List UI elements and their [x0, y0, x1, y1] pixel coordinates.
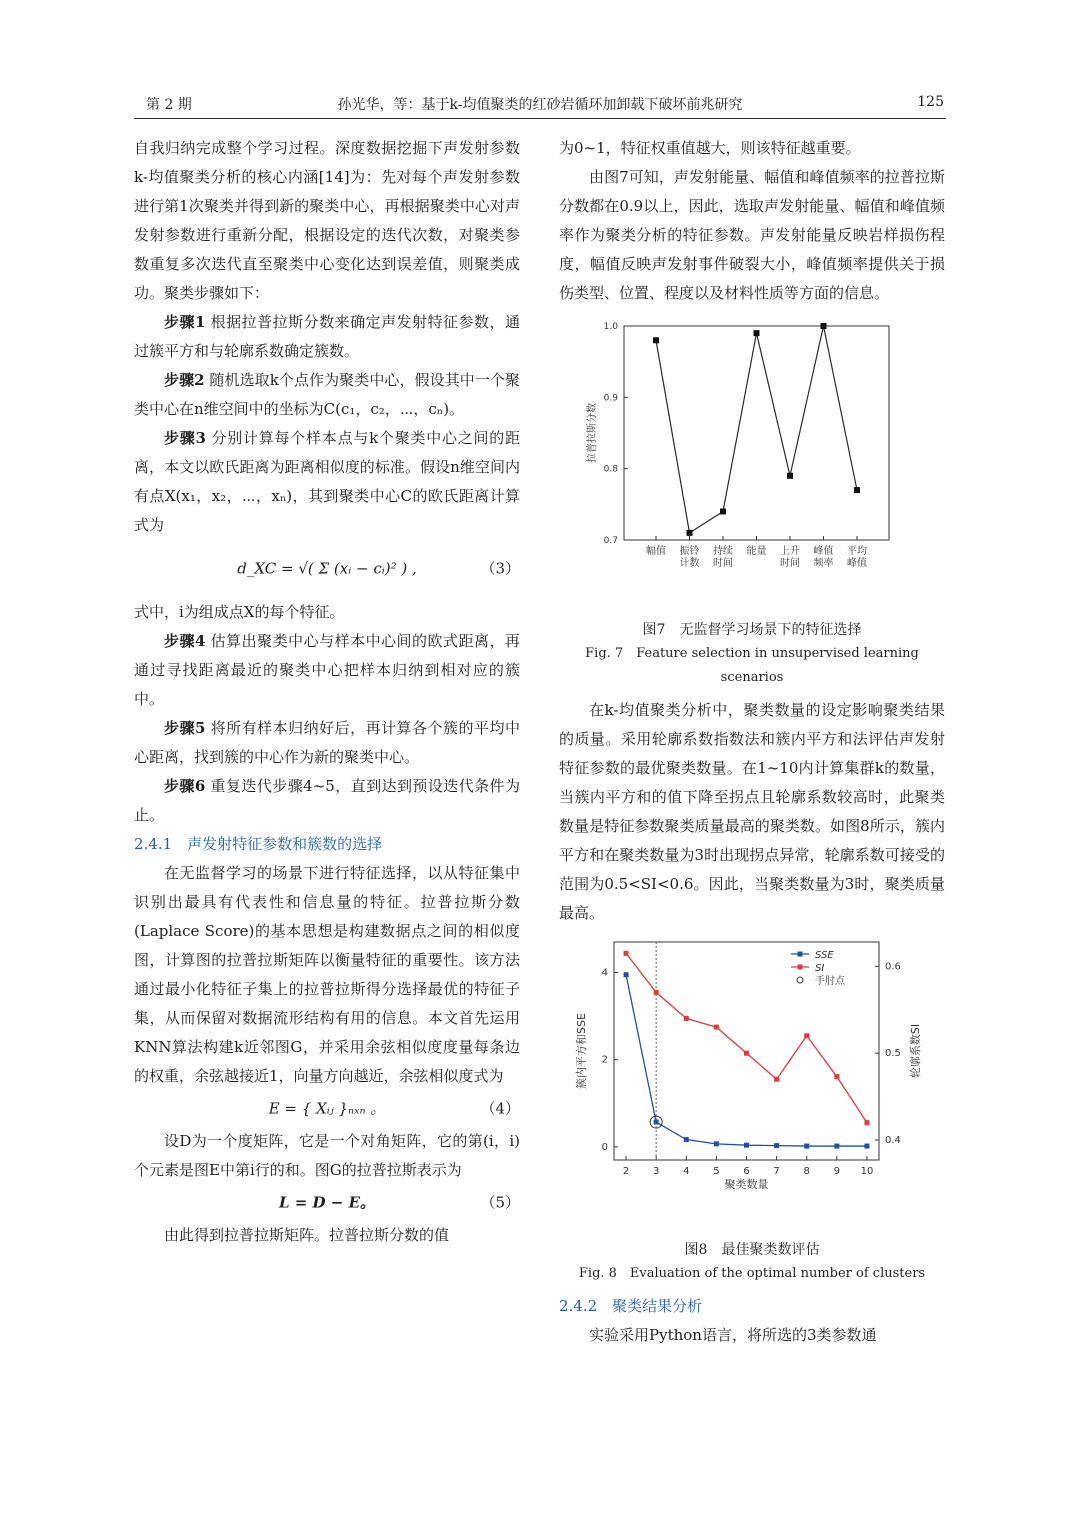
- page-number: 125: [917, 94, 944, 110]
- y-left-tick-label: 0: [601, 1141, 608, 1153]
- y-tick-label: 0.7: [603, 536, 618, 546]
- y-left-axis-label: 簇内平方和SSE: [575, 1013, 588, 1089]
- equation-body: E = { Xᵢⱼ }ₙₓₙ 。: [268, 1099, 386, 1118]
- step-6: [134, 772, 520, 830]
- step-label: 步骤1: [164, 313, 206, 331]
- legend-label: 手肘点: [815, 976, 845, 987]
- paragraph: 实验采用Python语言，将所选的3类参数通: [589, 1326, 877, 1344]
- y-right-axis-label: 轮廓系数SI: [909, 1023, 922, 1079]
- figure-7-caption-zh: 图7 无监督学习场景下的特征选择: [642, 622, 862, 638]
- data-point-si: [744, 1051, 749, 1056]
- paragraph: 为0~1，特征权重值越大，则该特征越重要。: [559, 139, 861, 157]
- y-tick-label: 0.9: [603, 393, 618, 404]
- figure-8: [559, 928, 945, 1286]
- equation-4: [134, 1091, 520, 1127]
- y-right-tick-label: 0.4: [885, 1135, 901, 1147]
- left-column: [134, 134, 520, 1250]
- figure-7-caption-en: Fig. 7 Feature selection in unsupervised learning scenarios: [585, 646, 919, 685]
- x-tick-label: 峰值: [847, 558, 867, 569]
- step-text: 随机选取k个点作为聚类中心，假设其中一个聚类中心在n维空间中的坐标为C(c₁，c₂，⋯，cₙ)。: [134, 371, 520, 418]
- data-point: [754, 330, 760, 336]
- step-3: [134, 424, 520, 540]
- data-point-si: [624, 951, 629, 956]
- figure-7: [559, 308, 945, 690]
- paragraph: 由此得到拉普拉斯矩阵。拉普拉斯分数的值: [164, 1226, 450, 1244]
- equation-body: d_XC = √( Σ (xᵢ − cᵢ)² ) ,: [237, 559, 417, 578]
- section-heading-2-4-2: 2.4.2 聚类结果分析: [559, 1297, 703, 1315]
- equation-5: [134, 1185, 520, 1221]
- x-tick-label: 时间: [780, 558, 800, 569]
- feature-selection-chart: [559, 308, 945, 608]
- data-point-si: [714, 1025, 719, 1030]
- step-4: [134, 627, 520, 714]
- x-tick-label: 2: [622, 1166, 630, 1177]
- y-tick-label: 1.0: [603, 322, 618, 332]
- data-point-si: [774, 1077, 779, 1082]
- x-tick-label: 计数: [679, 558, 700, 569]
- step-label: 步骤4: [164, 632, 206, 650]
- y-left-tick-label: 4: [601, 967, 608, 979]
- step-5: [134, 714, 520, 772]
- paragraph: 由图7可知，声发射能量、幅值和峰值频率的拉普拉斯分数都在0.9以上，因此，选取声发射能量、幅值和峰值频率作为聚类分析的特征参数。声发射能量反映岩样损伤程度，幅值反映声发射事件破裂大小，峰值频率提供关于损伤类型、位置、程度以及材料性质等方面的信息。: [559, 168, 945, 302]
- x-tick-label: 5: [713, 1166, 720, 1177]
- figure-8-caption-zh: 图8 最佳聚类数评估: [684, 1242, 820, 1258]
- series-line: [656, 326, 857, 533]
- data-point-sse: [834, 1144, 839, 1149]
- step-text: 估算出聚类中心与样本中心间的欧式距离，再通过寻找距离最近的聚类中心把样本归纳到相对应的簇中。: [134, 632, 520, 708]
- x-tick-label: 3: [652, 1166, 660, 1177]
- step-text: 重复迭代步骤4~5，直到达到预设迭代条件为止。: [134, 777, 520, 824]
- step-label: 步骤6: [164, 777, 206, 795]
- y-axis-label: 拉普拉斯分数: [587, 403, 598, 463]
- step-1: [134, 308, 520, 366]
- y-left-tick-label: 2: [601, 1054, 608, 1066]
- data-point-si: [834, 1074, 839, 1079]
- data-point-sse: [714, 1141, 719, 1146]
- right-column: [559, 134, 945, 1350]
- x-tick-label: 幅值: [646, 546, 666, 557]
- data-point-si: [864, 1120, 869, 1125]
- x-tick-label: 8: [803, 1166, 810, 1177]
- x-tick-label: 峰值: [813, 546, 834, 557]
- step-label: 步骤5: [164, 719, 206, 737]
- data-point-sse: [744, 1143, 749, 1148]
- legend-knee-marker: [797, 977, 803, 983]
- legend-label: SSE: [815, 950, 834, 961]
- legend-marker: [798, 952, 803, 957]
- y-right-tick-label: 0.5: [885, 1048, 901, 1060]
- x-tick-label: 上升: [780, 546, 800, 557]
- x-tick-label: 频率: [813, 558, 834, 569]
- equation-number: （4）: [480, 1099, 520, 1118]
- equation-number: （3）: [480, 559, 520, 578]
- running-header: [134, 88, 946, 119]
- x-tick-label: 持续: [713, 546, 733, 557]
- x-tick-label: 9: [833, 1166, 841, 1177]
- data-point-sse: [684, 1137, 689, 1142]
- legend-label: SI: [815, 963, 825, 974]
- x-tick-label: 平均: [847, 546, 867, 557]
- paragraph: 在无监督学习的场景下进行特征选择，以从特征集中识别出最具有代表性和信息量的特征。拉普拉斯分数(Laplace Score)的基本思想是构建数据点之间的相似度图，计算图的拉普拉斯矩阵以衡量特征的重要性。该方法通过最小化特征子集上的拉普拉斯得分选择最优的特征子集，从而保留对数据流形结构有用的信息。本文首先运用KNN算法构建k近邻图G，并采用余弦相似度度量每条边的权重，余弦越接近1，向量方向越近，余弦相似度式为: [134, 864, 520, 1085]
- y-tick-label: 0.8: [603, 464, 618, 475]
- equation-body: L = D − E。: [278, 1193, 375, 1212]
- paragraph: 自我归纳完成整个学习过程。深度数据挖掘下声发射参数k-均值聚类分析的核心内涵[14]为：先对每个声发射参数进行第1次聚类并得到新的聚类中心，再根据聚类中心对声发射参数进行重新分配，根据设定的迭代次数，对聚类参数重复多次迭代直至聚类中心变化达到误差值，则聚类成功。聚类步骤如下：: [134, 139, 520, 302]
- data-point: [787, 473, 793, 479]
- paragraph: 在k-均值聚类分析中，聚类数量的设定影响聚类结果的质量。采用轮廓系数指数法和簇内平方和法评估声发射特征参数的最优聚类数量。在1~10内计算集群k的数量，当簇内平方和的值下降至拐点且轮廓系数较高时，此聚类数量是特征参数聚类质量最高的聚类数。如图8所示，簇内平方和在聚类数量为3时出现拐点异常，轮廓系数可接受的范围为0.5<SI<0.6。因此，当聚类数量为3时，聚类质量最高。: [559, 701, 945, 922]
- legend-marker: [798, 965, 803, 970]
- step-text: 分别计算每个样本点与k个聚类中心之间的距离，本文以欧氏距离为距离相似度的标准。假设n维空间内有点X(x₁，x₂，⋯，xₙ)，其到聚类中心C的欧氏距离计算式为: [134, 429, 520, 534]
- plot-frame: [624, 326, 889, 540]
- data-point: [854, 487, 860, 493]
- x-axis-label: 聚类数量: [724, 1178, 769, 1191]
- data-point-si: [804, 1033, 809, 1038]
- paragraph: 设D为一个度矩阵，它是一个对角矩阵，它的第(i，i)个元素是图E中第i行的和。图G的拉普拉斯表示为: [134, 1132, 520, 1179]
- data-point: [653, 337, 659, 343]
- data-point: [821, 323, 827, 329]
- cluster-evaluation-chart: [559, 928, 945, 1228]
- equation-3: [134, 540, 520, 598]
- data-point-si: [684, 1016, 689, 1021]
- step-label: 步骤2: [164, 371, 205, 389]
- x-tick-label: 10: [860, 1166, 874, 1177]
- data-point: [687, 530, 693, 536]
- running-title: 孙光华，等：基于k-均值聚类的红砂岩循环加卸载下破坏前兆研究: [337, 97, 743, 113]
- equation-number: （5）: [480, 1193, 520, 1212]
- step-text: 根据拉普拉斯分数来确定声发射特征参数，通过簇平方和与轮廓系数确定簇数。: [134, 313, 520, 360]
- x-tick-label: 能量: [746, 546, 767, 557]
- data-point-sse: [624, 972, 629, 977]
- x-tick-label: 振铃: [679, 546, 700, 557]
- x-tick-label: 时间: [713, 558, 733, 569]
- data-point-sse: [804, 1144, 809, 1149]
- x-tick-label: 7: [773, 1166, 780, 1177]
- data-point: [720, 508, 726, 514]
- step-label: 步骤3: [164, 429, 206, 447]
- data-point-sse: [654, 1120, 659, 1125]
- x-tick-label: 6: [743, 1166, 750, 1177]
- section-heading-2-4-1: 2.4.1 声发射特征参数和簇数的选择: [134, 835, 383, 853]
- step-text: 将所有样本归纳好后，再计算各个簇的平均中心距离，找到簇的中心作为新的聚类中心。: [134, 719, 520, 766]
- data-point-sse: [774, 1143, 779, 1148]
- data-point-si: [654, 990, 659, 995]
- issue-number: 第 2 期: [146, 97, 192, 113]
- figure-8-caption-en: Fig. 8 Evaluation of the optimal number of clusters: [578, 1266, 926, 1281]
- data-point-sse: [864, 1144, 869, 1149]
- x-tick-label: 4: [683, 1166, 690, 1177]
- equation-note: 式中，i为组成点X的每个特征。: [134, 603, 345, 621]
- y-right-tick-label: 0.6: [885, 961, 901, 973]
- step-2: [134, 366, 520, 424]
